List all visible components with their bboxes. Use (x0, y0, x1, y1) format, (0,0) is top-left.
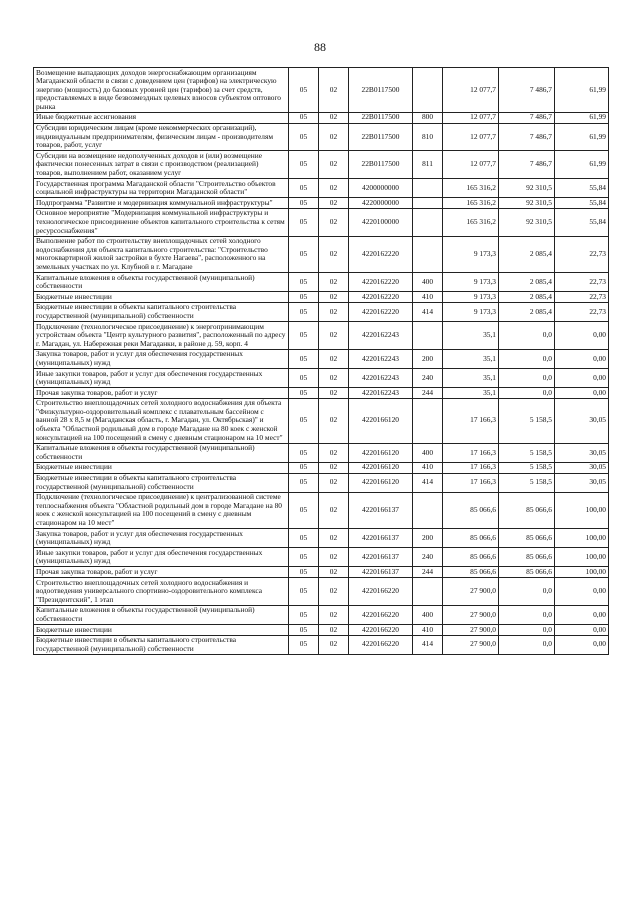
row-target-article: 4220162220 (349, 236, 413, 272)
row-planned-amount: 9 173,3 (443, 292, 499, 303)
row-name: Бюджетные инвестиции в объекты капитального строительства государственной (муниципальной) собственности (34, 302, 289, 321)
row-planned-amount: 35,1 (443, 369, 499, 388)
row-subsection: 02 (319, 179, 349, 198)
budget-table (33, 67, 609, 655)
row-name: Закупка товаров, работ и услуг для обеспечения государственных (муниципальных) нужд (34, 529, 289, 548)
row-planned-amount: 35,1 (443, 349, 499, 368)
row-expense-type (413, 236, 443, 272)
row-execution-percent: 61,99 (555, 112, 609, 123)
row-name: Выполнение работ по строительству внеплощадочных сетей холодного водоснабжения для объекта капитального строительства: "Строительство многоквартирной жилой застройки в бухте Нагаева", расположенного на земельных участках по ул. Клубной в г. Магадане (34, 236, 289, 272)
row-section: 05 (289, 198, 319, 209)
table-row (34, 529, 609, 548)
row-name: Субсидии юридическим лицам (кроме некоммерческих организаций), индивидуальным предпринимателям, физическим лицам - производителям товаров, работ, услуг (34, 123, 289, 151)
row-planned-amount: 165 316,2 (443, 198, 499, 209)
row-section: 05 (289, 208, 319, 236)
row-target-article: 4220166120 (349, 462, 413, 473)
row-expense-type: 244 (413, 567, 443, 578)
row-name: Бюджетные инвестиции (34, 292, 289, 303)
row-executed-amount: 0,0 (499, 625, 555, 636)
row-executed-amount: 85 066,6 (499, 492, 555, 528)
row-subsection: 02 (319, 567, 349, 578)
row-planned-amount: 12 077,7 (443, 112, 499, 123)
row-section: 05 (289, 349, 319, 368)
row-section: 05 (289, 605, 319, 624)
row-subsection: 02 (319, 625, 349, 636)
row-executed-amount: 5 158,5 (499, 462, 555, 473)
row-section: 05 (289, 388, 319, 399)
row-section: 05 (289, 112, 319, 123)
row-executed-amount: 0,0 (499, 605, 555, 624)
table-row (34, 492, 609, 528)
row-name: Закупка товаров, работ и услуг для обеспечения государственных (муниципальных) нужд (34, 349, 289, 368)
row-executed-amount: 0,0 (499, 369, 555, 388)
row-name: Бюджетные инвестиции (34, 625, 289, 636)
row-planned-amount: 27 900,0 (443, 635, 499, 654)
row-expense-type: 410 (413, 625, 443, 636)
row-name: Подпрограмма "Развитие и модернизация коммунальной инфраструктуры" (34, 198, 289, 209)
row-subsection: 02 (319, 292, 349, 303)
row-executed-amount: 92 310,5 (499, 208, 555, 236)
row-planned-amount: 85 066,6 (443, 492, 499, 528)
table-row (34, 473, 609, 492)
row-expense-type (413, 198, 443, 209)
row-name: Иные закупки товаров, работ и услуг для обеспечения государственных (муниципальных) нужд (34, 548, 289, 567)
row-subsection: 02 (319, 578, 349, 606)
row-target-article: 4200000000 (349, 179, 413, 198)
row-executed-amount: 0,0 (499, 635, 555, 654)
row-name: Иные бюджетные ассигнования (34, 112, 289, 123)
row-expense-type: 410 (413, 292, 443, 303)
row-name: Капитальные вложения в объекты государственной (муниципальной) собственности (34, 605, 289, 624)
row-executed-amount: 92 310,5 (499, 198, 555, 209)
row-target-article: 4220166220 (349, 605, 413, 624)
row-section: 05 (289, 273, 319, 292)
row-section: 05 (289, 529, 319, 548)
row-name: Подключение (технологическое присоединение) к централизованной системе теплоснабжения объекта "Областной родильный дом в городе Магадане на 80 коек с женской консультацией на 100 посещений в смену с дневным стационаром на 10 мест" (34, 492, 289, 528)
row-expense-type: 240 (413, 548, 443, 567)
row-target-article: 4220162220 (349, 292, 413, 303)
row-target-article: 4220162243 (349, 322, 413, 350)
row-target-article: 4220166120 (349, 398, 413, 443)
row-executed-amount: 0,0 (499, 388, 555, 399)
table-row (34, 443, 609, 462)
row-executed-amount: 0,0 (499, 349, 555, 368)
row-section: 05 (289, 398, 319, 443)
row-executed-amount: 5 158,5 (499, 398, 555, 443)
row-section: 05 (289, 292, 319, 303)
row-subsection: 02 (319, 236, 349, 272)
row-execution-percent: 55,84 (555, 208, 609, 236)
row-target-article: 4220000000 (349, 198, 413, 209)
row-section: 05 (289, 322, 319, 350)
row-subsection: 02 (319, 198, 349, 209)
row-expense-type: 414 (413, 635, 443, 654)
row-executed-amount: 92 310,5 (499, 179, 555, 198)
row-target-article: 4220166220 (349, 625, 413, 636)
table-row (34, 123, 609, 151)
row-execution-percent: 30,05 (555, 473, 609, 492)
row-planned-amount: 9 173,3 (443, 302, 499, 321)
row-expense-type: 400 (413, 273, 443, 292)
row-section: 05 (289, 68, 319, 113)
row-name: Бюджетные инвестиции в объекты капитального строительства государственной (муниципальной) собственности (34, 635, 289, 654)
row-section: 05 (289, 236, 319, 272)
row-execution-percent: 0,00 (555, 349, 609, 368)
row-expense-type (413, 68, 443, 113)
row-expense-type: 810 (413, 123, 443, 151)
row-subsection: 02 (319, 151, 349, 179)
row-planned-amount: 85 066,6 (443, 548, 499, 567)
table-row (34, 68, 609, 113)
row-planned-amount: 165 316,2 (443, 179, 499, 198)
row-name: Возмещение выпадающих доходов энергоснабжающим организациям Магаданской области в связи с доведением цен (тарифов) на электрическую энергию (мощность) до базовых уровней цен (тарифов) за счет средств, предоставляемых в виде безвозмездных целевых взносов субъектом оптового рынка (34, 68, 289, 113)
row-name: Субсидии на возмещение недополученных доходов и (или) возмещение фактически понесенных затрат в связи с производством (реализацией) товаров, выполнением работ, оказанием услуг (34, 151, 289, 179)
row-execution-percent: 30,05 (555, 443, 609, 462)
row-target-article: 4220166137 (349, 548, 413, 567)
table-row (34, 605, 609, 624)
row-subsection: 02 (319, 388, 349, 399)
row-planned-amount: 27 900,0 (443, 605, 499, 624)
row-executed-amount: 5 158,5 (499, 443, 555, 462)
table-row (34, 273, 609, 292)
row-target-article: 4220162220 (349, 302, 413, 321)
table-row (34, 179, 609, 198)
row-subsection: 02 (319, 302, 349, 321)
row-executed-amount: 7 486,7 (499, 123, 555, 151)
row-section: 05 (289, 548, 319, 567)
row-planned-amount: 17 166,3 (443, 473, 499, 492)
row-execution-percent: 22,73 (555, 273, 609, 292)
table-row (34, 198, 609, 209)
row-section: 05 (289, 462, 319, 473)
row-expense-type: 240 (413, 369, 443, 388)
row-subsection: 02 (319, 112, 349, 123)
row-expense-type: 200 (413, 349, 443, 368)
row-execution-percent: 0,00 (555, 322, 609, 350)
row-name: Прочая закупка товаров, работ и услуг (34, 567, 289, 578)
table-row (34, 349, 609, 368)
row-name: Прочая закупка товаров, работ и услуг (34, 388, 289, 399)
row-name: Государственная программа Магаданской области "Строительство объектов социальной инфраструктуры на территории Магаданской области" (34, 179, 289, 198)
row-subsection: 02 (319, 605, 349, 624)
row-section: 05 (289, 567, 319, 578)
row-executed-amount: 5 158,5 (499, 473, 555, 492)
row-expense-type (413, 322, 443, 350)
table-row (34, 567, 609, 578)
row-target-article: 4220166220 (349, 578, 413, 606)
row-execution-percent: 100,00 (555, 492, 609, 528)
table-row (34, 208, 609, 236)
row-section: 05 (289, 635, 319, 654)
row-planned-amount: 35,1 (443, 322, 499, 350)
table-row (34, 151, 609, 179)
row-subsection: 02 (319, 492, 349, 528)
row-planned-amount: 85 066,6 (443, 529, 499, 548)
row-expense-type: 414 (413, 473, 443, 492)
row-executed-amount: 7 486,7 (499, 151, 555, 179)
row-expense-type: 800 (413, 112, 443, 123)
row-expense-type (413, 398, 443, 443)
row-executed-amount: 85 066,6 (499, 529, 555, 548)
row-execution-percent: 61,99 (555, 123, 609, 151)
row-target-article: 4220162243 (349, 388, 413, 399)
row-name: Иные закупки товаров, работ и услуг для обеспечения государственных (муниципальных) нужд (34, 369, 289, 388)
row-executed-amount: 7 486,7 (499, 112, 555, 123)
row-executed-amount: 2 085,4 (499, 236, 555, 272)
row-section: 05 (289, 578, 319, 606)
row-section: 05 (289, 369, 319, 388)
row-execution-percent: 0,00 (555, 578, 609, 606)
row-execution-percent: 0,00 (555, 625, 609, 636)
row-planned-amount: 35,1 (443, 388, 499, 399)
row-executed-amount: 2 085,4 (499, 302, 555, 321)
row-execution-percent: 0,00 (555, 369, 609, 388)
page-number: 88 (314, 40, 326, 54)
row-planned-amount: 12 077,7 (443, 68, 499, 113)
row-subsection: 02 (319, 635, 349, 654)
row-section: 05 (289, 123, 319, 151)
table-row (34, 302, 609, 321)
row-subsection: 02 (319, 548, 349, 567)
row-executed-amount: 2 085,4 (499, 273, 555, 292)
row-execution-percent: 0,00 (555, 605, 609, 624)
row-expense-type: 414 (413, 302, 443, 321)
row-subsection: 02 (319, 123, 349, 151)
table-row (34, 548, 609, 567)
row-expense-type: 400 (413, 605, 443, 624)
row-target-article: 4220100000 (349, 208, 413, 236)
row-name: Подключение (технологическое присоединение) к энергопринимающим устройствам объекта "Центр культурного развития", расположенный по адресу г. Магадан, ул. Набережная реки Магаданки, в районе д. 59, корп. 4 (34, 322, 289, 350)
row-section: 05 (289, 443, 319, 462)
row-expense-type (413, 492, 443, 528)
row-executed-amount: 85 066,6 (499, 567, 555, 578)
row-target-article: 4220166137 (349, 567, 413, 578)
row-executed-amount: 2 085,4 (499, 292, 555, 303)
row-executed-amount: 0,0 (499, 578, 555, 606)
row-execution-percent: 55,84 (555, 179, 609, 198)
row-execution-percent: 100,00 (555, 529, 609, 548)
row-planned-amount: 85 066,6 (443, 567, 499, 578)
row-planned-amount: 12 077,7 (443, 151, 499, 179)
row-section: 05 (289, 151, 319, 179)
row-subsection: 02 (319, 322, 349, 350)
table-row (34, 236, 609, 272)
row-planned-amount: 27 900,0 (443, 625, 499, 636)
row-expense-type: 410 (413, 462, 443, 473)
table-row (34, 578, 609, 606)
row-subsection: 02 (319, 68, 349, 113)
row-subsection: 02 (319, 208, 349, 236)
row-section: 05 (289, 625, 319, 636)
table-row (34, 292, 609, 303)
row-planned-amount: 17 166,3 (443, 462, 499, 473)
table-row (34, 398, 609, 443)
row-execution-percent: 22,73 (555, 302, 609, 321)
row-execution-percent: 22,73 (555, 292, 609, 303)
table-row (34, 635, 609, 654)
row-target-article: 4220166137 (349, 492, 413, 528)
row-planned-amount: 165 316,2 (443, 208, 499, 236)
row-execution-percent: 61,99 (555, 151, 609, 179)
row-name: Строительство внеплощадочных сетей холодного водоснабжения для объекта "Физкультурно-оздоровительный комплекс с плавательным бассейном с ванной 28 х 8,5 м (Магаданская область, г. Магадан, ул. Октябрьская)" и объекта "Областной родильный дом в городе Магадане на 80 коек с женской консультацией на 100 посещений в смену с дневным стационаром на 10 мест" (34, 398, 289, 443)
row-executed-amount: 7 486,7 (499, 68, 555, 113)
row-name: Бюджетные инвестиции (34, 462, 289, 473)
table-row (34, 625, 609, 636)
row-executed-amount: 85 066,6 (499, 548, 555, 567)
row-planned-amount: 17 166,3 (443, 443, 499, 462)
row-target-article: 4220162243 (349, 349, 413, 368)
row-planned-amount: 9 173,3 (443, 273, 499, 292)
row-execution-percent: 30,05 (555, 462, 609, 473)
row-execution-percent: 22,73 (555, 236, 609, 272)
row-planned-amount: 9 173,3 (443, 236, 499, 272)
row-target-article: 4220166137 (349, 529, 413, 548)
table-row (34, 369, 609, 388)
row-execution-percent: 0,00 (555, 388, 609, 399)
row-subsection: 02 (319, 462, 349, 473)
row-execution-percent: 0,00 (555, 635, 609, 654)
row-target-article: 22В0117500 (349, 123, 413, 151)
row-target-article: 22В0117500 (349, 68, 413, 113)
row-target-article: 4220166120 (349, 443, 413, 462)
row-section: 05 (289, 492, 319, 528)
row-expense-type (413, 179, 443, 198)
table-row (34, 322, 609, 350)
row-name: Капитальные вложения в объекты государственной (муниципальной) собственности (34, 273, 289, 292)
row-name: Бюджетные инвестиции в объекты капитального строительства государственной (муниципальной) собственности (34, 473, 289, 492)
row-name: Строительство внеплощадочных сетей холодного водоснабжения и водоотведения универсального спортивно-оздоровительного комплекса "Президентский", 1 этап (34, 578, 289, 606)
table-row (34, 388, 609, 399)
row-name: Капитальные вложения в объекты государственной (муниципальной) собственности (34, 443, 289, 462)
row-target-article: 22В0117500 (349, 112, 413, 123)
row-executed-amount: 0,0 (499, 322, 555, 350)
row-subsection: 02 (319, 529, 349, 548)
row-target-article: 4220166220 (349, 635, 413, 654)
row-name: Основное мероприятие "Модернизация коммунальной инфраструктуры и технологическое присоединение объектов капитального строительства к сетям ресурсоснабжения" (34, 208, 289, 236)
row-expense-type (413, 208, 443, 236)
row-planned-amount: 17 166,3 (443, 398, 499, 443)
table-row (34, 462, 609, 473)
row-execution-percent: 61,99 (555, 68, 609, 113)
row-expense-type: 811 (413, 151, 443, 179)
row-execution-percent: 100,00 (555, 567, 609, 578)
row-expense-type: 400 (413, 443, 443, 462)
row-subsection: 02 (319, 398, 349, 443)
row-target-article: 4220166120 (349, 473, 413, 492)
row-execution-percent: 100,00 (555, 548, 609, 567)
row-planned-amount: 12 077,7 (443, 123, 499, 151)
table-row (34, 112, 609, 123)
row-planned-amount: 27 900,0 (443, 578, 499, 606)
row-subsection: 02 (319, 369, 349, 388)
row-target-article: 22В0117500 (349, 151, 413, 179)
row-section: 05 (289, 302, 319, 321)
row-execution-percent: 55,84 (555, 198, 609, 209)
row-expense-type: 200 (413, 529, 443, 548)
row-execution-percent: 30,05 (555, 398, 609, 443)
row-subsection: 02 (319, 473, 349, 492)
row-subsection: 02 (319, 273, 349, 292)
row-target-article: 4220162243 (349, 369, 413, 388)
row-expense-type (413, 578, 443, 606)
row-section: 05 (289, 473, 319, 492)
row-expense-type: 244 (413, 388, 443, 399)
row-section: 05 (289, 179, 319, 198)
row-subsection: 02 (319, 443, 349, 462)
row-subsection: 02 (319, 349, 349, 368)
row-target-article: 4220162220 (349, 273, 413, 292)
